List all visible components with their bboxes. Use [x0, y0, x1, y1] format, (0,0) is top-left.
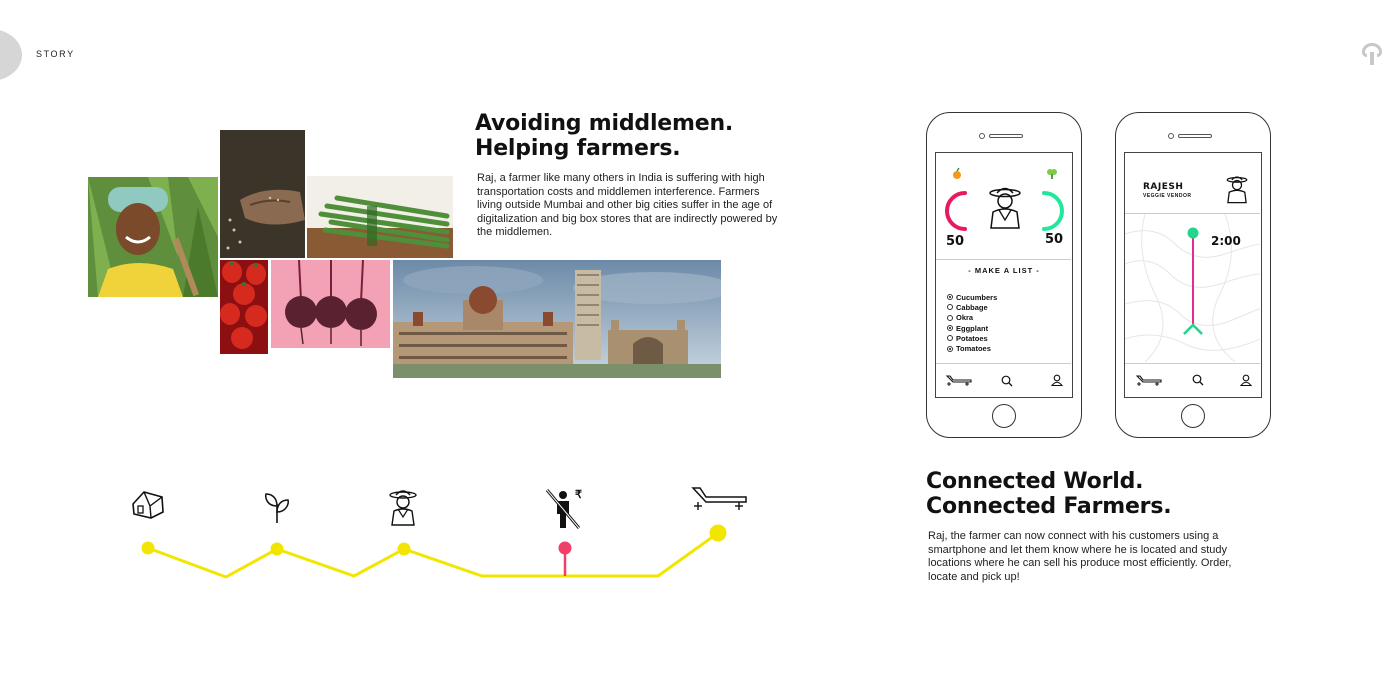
vendor-role: VEGGIE VENDOR — [1143, 193, 1192, 199]
left-body: Raj, a farmer like many others in India is suffering with high transportation costs and middlemen interference. Farmers living outside Mumbai and other big cities suffer in the age of digitalization and big box stores that are indirectly powered by the middlemen. — [477, 172, 778, 238]
cart-tab-icon[interactable] — [1136, 375, 1162, 387]
right-headline — [926, 469, 1246, 519]
left-headline-line2: Helping farmers. — [475, 136, 681, 161]
search-tab-icon[interactable] — [1192, 374, 1204, 386]
cart-tab-icon[interactable] — [946, 375, 972, 387]
delivery-cart-icon — [690, 484, 750, 514]
phone-camera — [979, 133, 985, 139]
section-label: STORY — [36, 49, 75, 59]
eta-label: 2:00 — [1211, 234, 1241, 248]
make-list-title: - MAKE A LIST - — [968, 266, 1040, 275]
vendor-name: RAJESH — [1143, 182, 1184, 192]
phone-camera — [1168, 133, 1174, 139]
orange-fruit-icon — [952, 168, 962, 180]
red-peppers-photo — [220, 260, 268, 354]
farmer-icon — [388, 487, 418, 527]
list-item[interactable]: Okra — [947, 313, 1057, 323]
farmer-avatar-icon — [985, 184, 1025, 230]
phone-earpiece — [989, 134, 1023, 138]
checkbox[interactable] — [947, 294, 953, 300]
journey-timeline — [120, 480, 770, 600]
right-headline-line1: Connected World. — [926, 469, 1144, 494]
left-progress-ring — [943, 190, 969, 232]
vendor-avatar-icon[interactable] — [1224, 173, 1250, 205]
list-item[interactable]: Cucumbers — [947, 292, 1057, 302]
brand-logo-icon — [1358, 40, 1386, 68]
score-right: 50 — [1045, 232, 1064, 247]
profile-tab-icon[interactable] — [1240, 374, 1252, 386]
timeline-dot — [271, 543, 284, 556]
hands-seeds-photo — [220, 130, 305, 258]
checkbox[interactable] — [947, 304, 953, 310]
checkbox[interactable] — [947, 315, 953, 321]
checkbox[interactable] — [947, 325, 953, 331]
asparagus-photo — [307, 176, 453, 258]
broccoli-icon — [1046, 168, 1058, 180]
list-item[interactable]: Potatoes — [947, 333, 1057, 343]
section-tab — [0, 29, 22, 81]
farmhouse-icon — [130, 488, 166, 522]
phone2-home-button[interactable] — [1181, 404, 1205, 428]
timeline-dot — [142, 542, 155, 555]
shopping-list — [947, 292, 1057, 354]
score-left: 50 — [946, 234, 965, 249]
timeline-dot-middleman — [559, 542, 572, 555]
profile-tab-icon[interactable] — [1051, 374, 1063, 386]
phone-earpiece — [1178, 134, 1212, 138]
sprout-icon — [262, 490, 292, 524]
checkbox[interactable] — [947, 346, 953, 352]
timeline-line — [148, 533, 718, 577]
currency-symbol: ₹ — [575, 489, 582, 501]
right-body: Raj, the farmer can now connect with his customers using a smartphone and let them know where he is located and study locations where he can sell his produce most efficiently. Order, locate and pick up! — [928, 530, 1232, 583]
right-headline-line2: Connected Farmers. — [926, 494, 1172, 519]
left-headline — [475, 111, 775, 161]
checkbox[interactable] — [947, 335, 953, 341]
farmer-photo — [88, 177, 218, 297]
timeline-dot — [398, 543, 411, 556]
list-item[interactable]: Tomatoes — [947, 343, 1057, 353]
list-item[interactable]: Eggplant — [947, 323, 1057, 333]
mumbai-skyline-photo — [393, 260, 721, 378]
list-item[interactable]: Cabbage — [947, 302, 1057, 312]
left-headline-line1: Avoiding middlemen. — [475, 111, 734, 136]
timeline-dot-end — [710, 525, 727, 542]
beetroot-photo — [271, 260, 390, 348]
route-line — [1180, 224, 1206, 340]
search-tab-icon[interactable] — [1001, 375, 1013, 387]
phone1-home-button[interactable] — [992, 404, 1016, 428]
right-progress-ring — [1040, 190, 1066, 232]
